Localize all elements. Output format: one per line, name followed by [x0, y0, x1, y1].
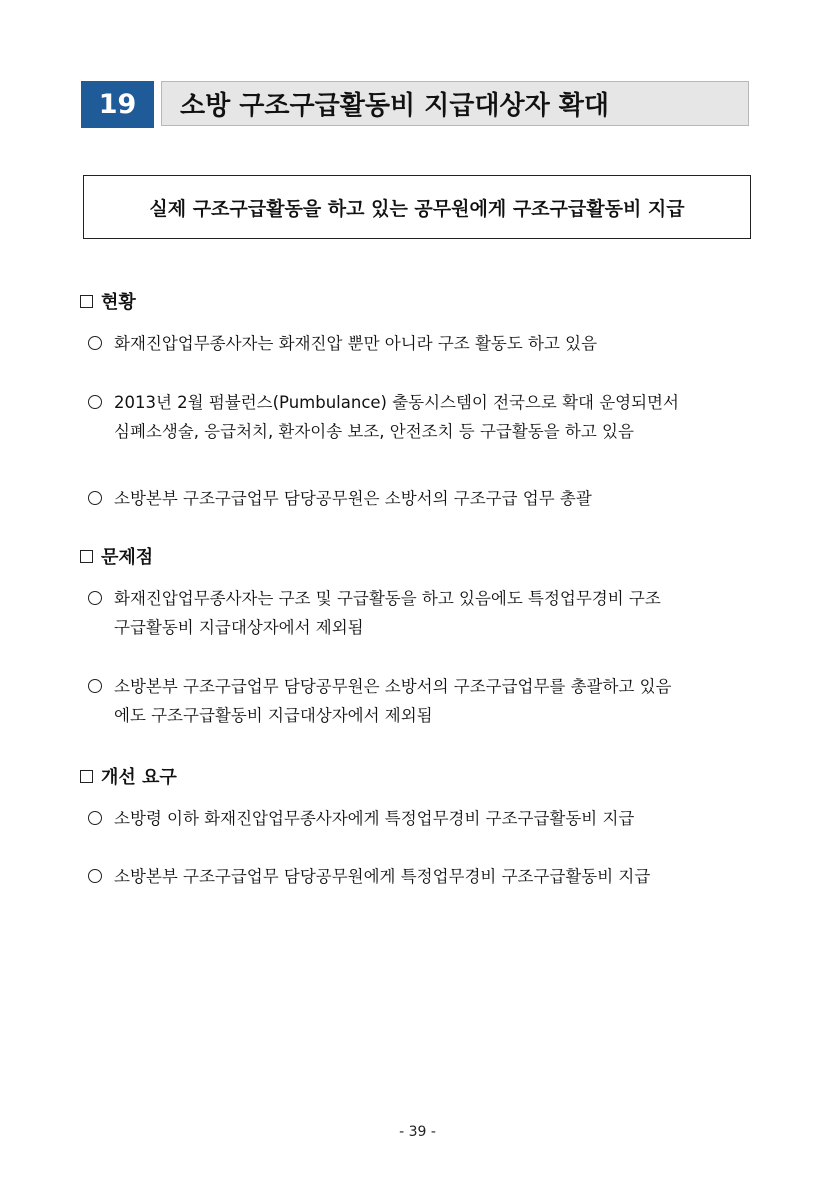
list-item-text: 화재진압업무종사자는 화재진압 뿐만 아니라 구조 활동도 하고 있음: [114, 334, 598, 353]
section-heading-label: 현황: [101, 292, 136, 313]
square-bullet-icon: [80, 770, 93, 783]
page-title: 소방 구조구급활동비 지급대상자 확대: [161, 81, 749, 126]
square-bullet-icon: [80, 550, 93, 563]
circle-bullet-icon: [88, 811, 102, 825]
page-number: - 39 -: [399, 1124, 436, 1140]
square-bullet-icon: [80, 295, 93, 308]
circle-bullet-icon: [88, 491, 102, 505]
section-heading-label: 개선 요구: [101, 767, 177, 788]
list-item: [88, 804, 760, 833]
list-item: [88, 388, 760, 446]
section-number: 19: [81, 81, 154, 128]
section-heading-problems: [80, 543, 153, 569]
summary-box: 실제 구조구급활동을 하고 있는 공무원에게 구조구급활동비 지급: [83, 175, 751, 239]
circle-bullet-icon: [88, 679, 102, 693]
circle-bullet-icon: [88, 869, 102, 883]
list-item-text: 소방본부 구조구급업무 담당공무원에게 특정업무경비 구조구급활동비 지급: [114, 867, 651, 886]
list-item: [88, 484, 760, 513]
circle-bullet-icon: [88, 336, 102, 350]
list-item: [88, 584, 760, 642]
list-item: [88, 329, 760, 358]
list-item-text: 소방령 이하 화재진압업무종사자에게 특정업무경비 구조구급활동비 지급: [114, 809, 635, 828]
section-heading-status: [80, 288, 136, 314]
circle-bullet-icon: [88, 395, 102, 409]
section-heading-improvements: [80, 763, 177, 789]
section-heading-label: 문제점: [101, 547, 154, 568]
list-item-text: 소방본부 구조구급업무 담당공무원은 소방서의 구조구급업무를 총괄하고 있음 에도 구조구급활동비 지급대상자에서 제외됨: [114, 677, 672, 725]
list-item: [88, 672, 760, 730]
list-item-text: 화재진압업무종사자는 구조 및 구급활동을 하고 있음에도 특정업무경비 구조 구급활동비 지급대상자에서 제외됨: [114, 589, 661, 637]
list-item-text: 소방본부 구조구급업무 담당공무원은 소방서의 구조구급 업무 총괄: [114, 489, 592, 508]
list-item: [88, 862, 760, 891]
list-item-text: 2013년 2월 펌뷸런스(Pumbulance) 출동시스템이 전국으로 확대 운영되면서 심폐소생술, 응급처치, 환자이송 보조, 안전조치 등 구급활동을 하고 있음: [114, 393, 679, 441]
circle-bullet-icon: [88, 591, 102, 605]
